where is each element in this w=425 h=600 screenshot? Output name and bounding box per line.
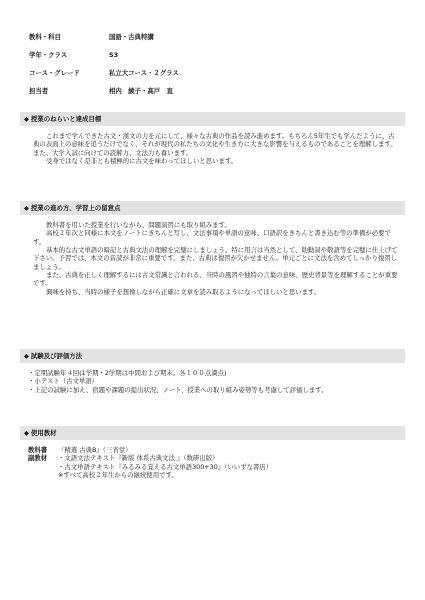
info-row-teacher — [29, 82, 389, 100]
section-title: 使用教材 — [30, 428, 57, 437]
section-header — [20, 201, 405, 215]
diamond-icon: ◆ — [24, 428, 29, 437]
materials-list — [20, 440, 405, 479]
subtext-label: 副教材 — [28, 454, 48, 463]
paragraph: また、古典を正しく理解するには古文常識と言われる、当時の風習や独特の言葉の意味、歴史背景等を理解することが重要です。 — [33, 270, 398, 288]
section-title: 授業のねらいと達成目標 — [30, 114, 102, 123]
info-value: 相内 綾子・高戸 直 — [109, 86, 173, 95]
subtext-item: ・古文単語テキスト『みるみる覚える古文単語300+30』（いいずな書店） — [58, 462, 273, 471]
evaluation-item: ・小テスト（古文単語） — [28, 377, 99, 386]
textbook-label: 教科書 — [28, 446, 48, 454]
textbook-value: 『精選 古典B』（三省堂） — [58, 446, 132, 454]
info-row-grade — [29, 46, 389, 64]
info-row-subject — [29, 28, 389, 46]
info-row-course — [29, 64, 389, 82]
diamond-icon: ◆ — [24, 351, 29, 360]
section-method — [20, 201, 405, 296]
info-key: 担当者 — [29, 86, 49, 95]
section-goals — [20, 112, 405, 165]
info-key: 教科・科目 — [29, 32, 61, 41]
info-value: 私立大コース・２グラス — [109, 68, 179, 77]
info-key: 学年・クラス — [29, 50, 68, 59]
diamond-icon: ◆ — [24, 203, 29, 212]
subtext-item: ・文語文法テキスト『新版 体系古典文法 』（数研出版） — [58, 454, 219, 463]
section-title: 試験及び評価方法 — [30, 351, 83, 360]
paragraph: これまで学んできた古文・漢文の力を元にして、様々な古典の作品を読み進めます。もちろん5年生でも学んだように、古典の表面上の意味を追うだけでなく、それが現代の私たちの文化や生き方に大きな影響を与えるものであることを理解します。また、大学入試に向けての読解力、文法力も養います。 — [33, 132, 397, 157]
paragraph: 高校２年次と同様に本文をノートにきちんと写し、文法事項や単語の意味、口語訳をきちんと書き込む等の準備が必要です。 — [33, 229, 391, 246]
paragraph: 教科書を用いた授業を行いながら、問題演習にも取り組みます。 — [46, 221, 231, 229]
materials-note: ※すべて高校２年生からの継続使用です。 — [58, 470, 178, 479]
paragraph: 興味を持ち、当時の様子を想像しながら正確に文章を読み取るようになってほしいと思います。 — [46, 287, 321, 296]
paragraph: 基本的な古文単語の暗記と古典文法の理解を完璧にしましょう。特に用言は当然として、助動詞や敬語等を完璧に仕上げて下さい。予習では、本文の音読が非常に重要です。また、古典は復習が欠かせません。単元ごとに文法を含めてしっかり復習しましょう。 — [33, 245, 398, 271]
paragraph: 受身ではなく是非とも積極的に古文を味わってほしいと思います。 — [46, 156, 238, 165]
section-evaluation — [20, 349, 405, 394]
section-title: 授業の進め方、学習上の留意点 — [30, 203, 121, 212]
section-header — [20, 349, 405, 363]
section-header — [20, 112, 405, 126]
diamond-icon: ◆ — [24, 114, 29, 123]
evaluation-item: ・定期試験年４回(1学期・2学期は中間および期末。各１００点満点) — [28, 369, 227, 377]
evaluation-item: ・上記の試験に加え、宿題や課題の提出状況、ノート、授業への取り組み姿勢等も考慮して評価します。 — [28, 385, 328, 394]
section-header — [20, 426, 405, 440]
info-key: コース・グレード — [29, 68, 80, 77]
section-materials — [20, 426, 405, 479]
info-value: S3 — [109, 50, 119, 59]
info-value: 国語・古典特講 — [109, 32, 154, 41]
course-info — [29, 28, 389, 100]
